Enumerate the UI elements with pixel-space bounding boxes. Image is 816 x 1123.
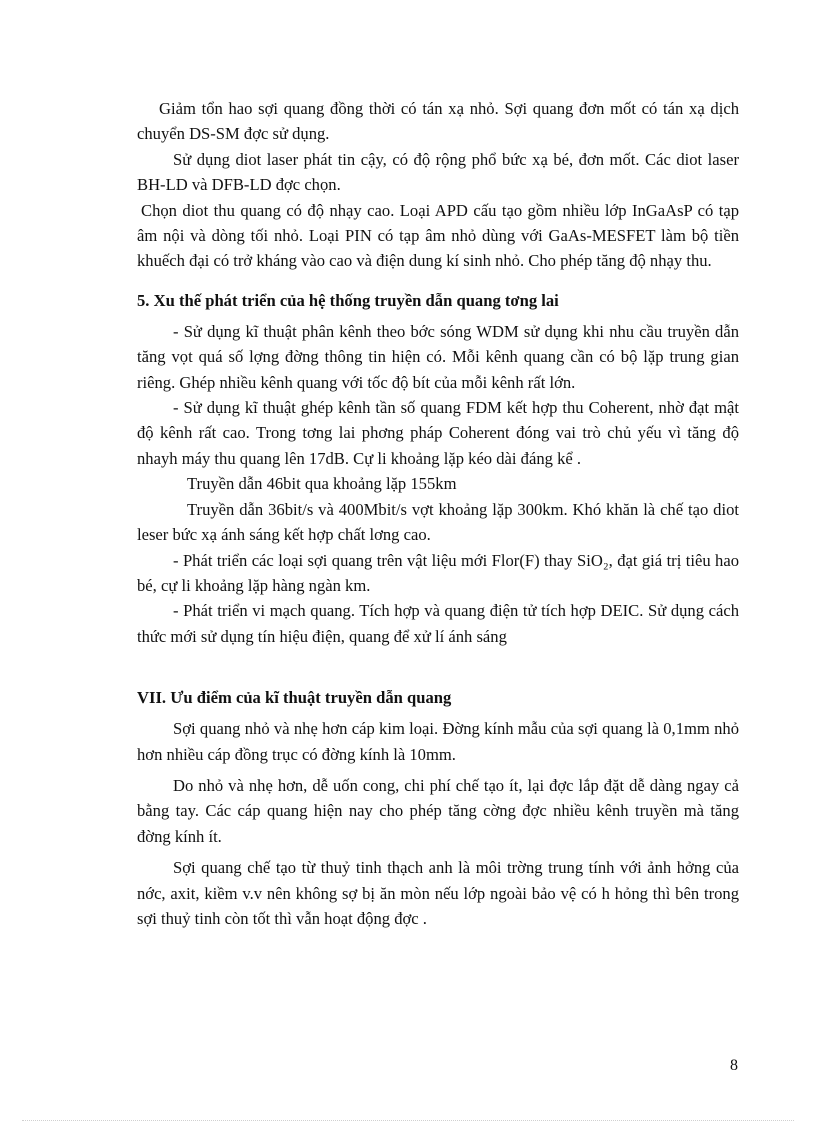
paragraph-photodiode: Chọn diot thu quang có độ nhạy cao. Loại APD cấu tạo gồm nhiều lớp InGaAsP có tạp âm nội và dòng tối nhỏ. Loại PIN có tạp âm nhỏ dùng với GaAs-MESFET làm bộ tiền khuếch đại có trở kháng vào cao và điện dung kí sinh nhỏ. Cho phép tăng độ nhạy thu. [137, 200, 739, 271]
paragraph-optical-ic: - Phát triển vi mạch quang. Tích hợp và quang điện tử tích hợp DEIC. Sử dụng cách thức mới sử dụng tín hiệu điện, quang để xử lí ánh sáng [137, 601, 739, 646]
paragraph-corrosion: Sợi quang chế tạo từ thuỷ tinh thạch anh là môi trờng trung tính với ảnh hởng của nớc, axit, kiềm v.v nên không sợ bị ăn mòn nếu lớp ngoài bảo vệ có h hỏng thì bên trong sợi thuỷ tinh còn tốt thì vẫn hoạt động đợc . [137, 858, 739, 928]
paragraph-small-light: Sợi quang nhỏ và nhẹ hơn cáp kim loại. Đờng kính mẫu của sợi quang là 0,1mm nhỏ hơn nhiều cáp đồng trục có đờng kính là 10mm. [137, 719, 739, 764]
page-body [137, 96, 739, 931]
section-heading-trends: 5. Xu thế phát triển của hệ thống truyền dẫn quang tơng lai [137, 290, 559, 310]
paragraph-new-fiber: - Phát triển các loại sợi quang trên vật liệu mới Flor(F) thay SiO₂, đạt giá trị tiêu hao bé, cự li khoảng lặp hàng ngàn km. [137, 550, 739, 595]
footer-divider [22, 1120, 794, 1121]
section-heading-advantages: VII. Ưu điểm của kĩ thuật truyền dẫn quang [137, 688, 452, 708]
paragraph-transmission-46bit: Truyền dẫn 46bit qua khoảng lặp 155km [187, 474, 457, 494]
page-number: 8 [730, 1057, 738, 1074]
paragraph-laser-diode: Sử dụng diot laser phát tin cậy, có độ rộng phổ bức xạ bé, đơn mốt. Các diot laser BH-LD và DFB-LD đợc chọn. [137, 149, 739, 195]
paragraph-transmission-36bit: Truyền dẫn 36bit/s và 400Mbit/s vợt khoảng lặp 300km. Khó khăn là chế tạo diot leser bức xạ ánh sáng kết hợp chất lơng cao. [137, 499, 739, 545]
paragraph-fdm: - Sử dụng kĩ thuật ghép kênh tần số quang FDM kết hợp thu Coherent, nhờ đạt mật độ kênh rất cao. Trong tơng lai phơng pháp Coherent đóng vai trò chủ yếu vì tăng độ nhayh máy thu quang lên 17dB. Cự li khoảng lặp kéo dài đáng kể . [137, 398, 739, 468]
paragraph-fiber-loss: Giảm tổn hao sợi quang đồng thời có tán xạ nhỏ. Sợi quang đơn mốt có tán xạ dịch chuyển DS-SM đợc sử dụng. [137, 99, 739, 144]
paragraph-easy-install: Do nhỏ và nhẹ hơn, dễ uốn cong, chi phí chế tạo ít, lại đợc lắp đặt dễ dàng ngay cả bằng tay. Các cáp quang hiện nay cho phép tăng cờng đợc nhiều kênh truyền mà tăng đờng kính ít. [137, 775, 739, 846]
paragraph-wdm: - Sử dụng kĩ thuật phân kênh theo bớc sóng WDM sử dụng khi nhu cầu truyền dẫn tăng vọt quá số lợng đờng thông tin hiện có. Mỗi kênh quang cần có bộ lặp trung gian riêng. Ghép nhiều kênh quang với tốc độ bít của mỗi kênh rất lớn. [137, 321, 739, 392]
